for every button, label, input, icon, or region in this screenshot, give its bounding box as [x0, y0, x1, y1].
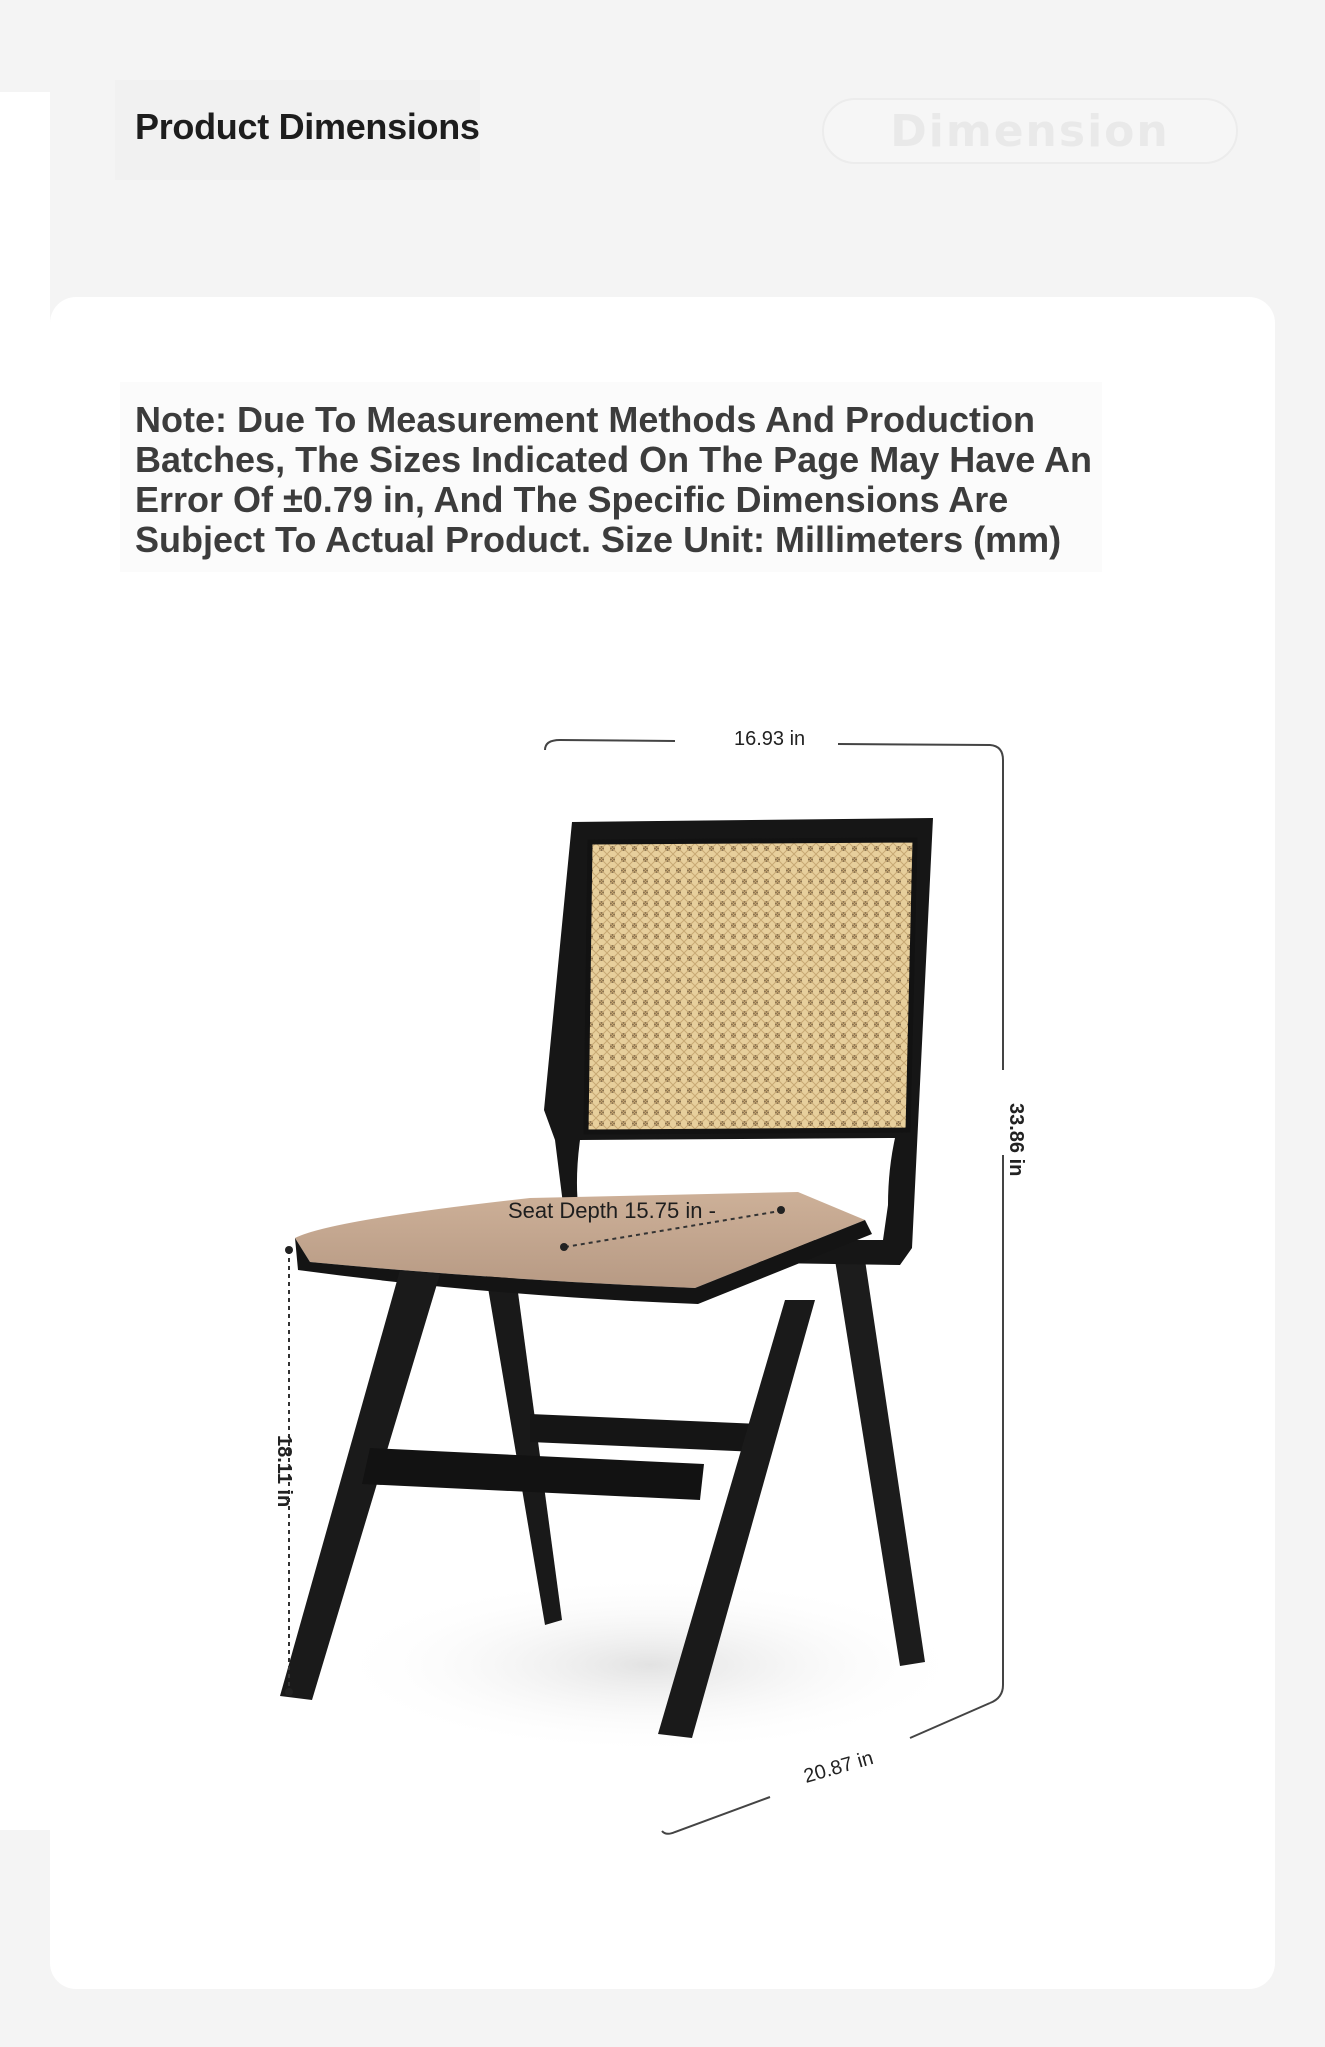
- width-line: [545, 740, 675, 750]
- height-line-bottom: [990, 1155, 1003, 1703]
- dimension-badge-label: Dimension: [890, 105, 1170, 157]
- dimension-badge: [822, 98, 1238, 164]
- depth-label: 20.87 in: [801, 1747, 876, 1788]
- chair-dimension-figure: [200, 700, 1100, 1880]
- seat-depth-label: Seat Depth 15.75 in -: [508, 1198, 716, 1223]
- seat-depth-dot-front: [560, 1243, 568, 1251]
- width-line-right: [838, 744, 1003, 760]
- seat-height-dot-top: [285, 1246, 293, 1254]
- depth-line-left: [662, 1797, 770, 1834]
- cane-panel: [586, 840, 915, 1132]
- back-left-leg: [485, 1270, 562, 1625]
- height-label: 33.86 in: [1005, 1103, 1027, 1177]
- seat-height-label: 18.11 in: [273, 1435, 295, 1508]
- width-label: 16.93 in: [734, 728, 806, 750]
- back-stretcher: [530, 1414, 760, 1452]
- measurement-note: Note: Due To Measurement Methods And Production Batches, The Sizes Indicated On The Page May Have An Error Of ±0.79 in, And The Specific Dimensions Are Subject To Actual Product. Size Unit: Millimeters (mm): [135, 399, 1092, 560]
- seat-depth-dot-back: [777, 1206, 785, 1214]
- chair-diagram: [200, 700, 1100, 1880]
- floor-shadow: [330, 1575, 970, 1755]
- seat-height-dot-bottom: [285, 1688, 293, 1696]
- page-title: Product Dimensions: [135, 106, 480, 147]
- left-edge-panel: [0, 92, 50, 1830]
